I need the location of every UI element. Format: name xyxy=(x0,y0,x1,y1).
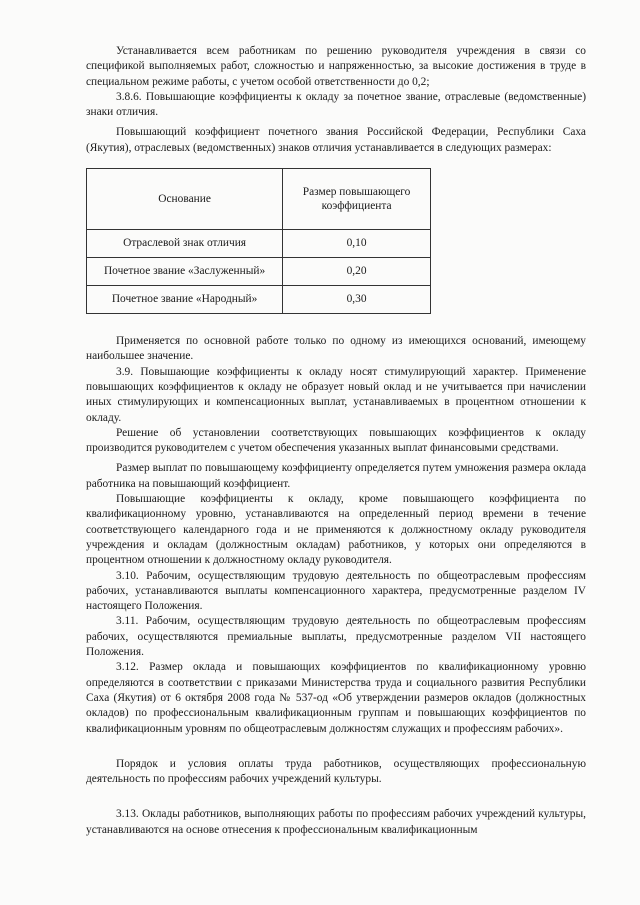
paragraph-3-8-6: 3.8.6. Повышающие коэффициенты к окладу за почетное звание, отраслевые (ведомственные) знаки отличия. xyxy=(86,90,586,119)
cell-coefficient: 0,10 xyxy=(283,230,431,258)
header-coefficient: Размер повышающего коэффициента xyxy=(283,169,431,230)
header-basis: Основание xyxy=(87,169,283,230)
paragraph-3-11: 3.11. Рабочим, осуществляющим трудовую деятельность по общеотраслевым профессиям рабочих, осуществляются премиальные выплаты, предусмотренные разделом VII настоящего Положения. xyxy=(86,615,586,659)
coefficient-table xyxy=(86,168,431,314)
table-header-row xyxy=(87,169,431,230)
table-row xyxy=(87,286,431,314)
cell-basis: Почетное звание «Заслуженный» xyxy=(87,258,283,286)
paragraph-3-12: 3.12. Размер оклада и повышающих коэффициентов по квалификационному уровню определяются в соответствии с приказами Министерства труда и социального развития Республики Саха (Якутия) от 6 октября 2008 года № 537-од «Об утверждении размеров окладов (должностных окладов) по профессиональным квалификационным группам и повышающих коэффициентов по квалификационным уровням по общеотраслевым должностям служащих и профессиям рабочих». xyxy=(86,661,586,735)
paragraph-one-basis: Применяется по основной работе только по одному из имеющихся оснований, имеющему наибольшее значение. xyxy=(86,335,586,363)
paragraph-3-9: 3.9. Повышающие коэффициенты к окладу носят стимулирующий характер. Применение повышающих коэффициентов к окладу не образует новый оклад и не учитывается при начислении иных стимулирующих и компенсационных выплат, устанавливаемых в процентном отношении к окладу. xyxy=(86,365,586,424)
paragraph-coef-period: Повышающие коэффициенты к окладу, кроме повышающего коэффициента по квалификационному уровню, устанавливаются на определенный период времени в течение соответствующего календарного года и не применяются к должностному окладу руководителя учреждения и окладам (должностным окладам) работников, у которых они определяются в процентном отношении к должностному окладу руководителя. xyxy=(86,493,586,567)
cell-coefficient: 0,20 xyxy=(283,258,431,286)
table-row xyxy=(87,258,431,286)
paragraph-coef-intro: Повышающий коэффициент почетного звания Российской Федерации, Республики Саха (Якутия), отраслевых (ведомственных) знаков отличия устанавливается в следующих размерах: xyxy=(86,126,586,154)
cell-coefficient: 0,30 xyxy=(283,286,431,314)
document-body xyxy=(86,44,586,838)
table-row xyxy=(87,230,431,258)
cell-basis: Почетное звание «Народный» xyxy=(87,286,283,314)
paragraph-allowance: Устанавливается всем работникам по решению руководителя учреждения в связи со спецификой выполняемых работ, сложностью и напряженностью, за высокие достижения в труде в специальном режиме работы, с учетом особой ответственности до 0,2; xyxy=(86,45,586,88)
section-heading-culture-workers: Порядок и условия оплаты труда работников, осуществляющих профессиональную деятельность по профессиям рабочих учреждений культуры. xyxy=(86,757,586,786)
cell-basis: Отраслевой знак отличия xyxy=(87,230,283,258)
paragraph-payment-size: Размер выплат по повышающему коэффициенту определяется путем умножения размера оклада работника на повышающий коэффициент. xyxy=(86,462,586,490)
paragraph-decision: Решение об установлении соответствующих повышающих коэффициентов к окладу производится руководителем с учетом обеспечения указанных выплат финансовыми средствами. xyxy=(86,426,586,455)
paragraph-3-13: 3.13. Оклады работников, выполняющих работы по профессиям рабочих учреждений культуры, устанавливаются на основе отнесения к профессиональным квалификационным xyxy=(86,808,586,836)
paragraph-3-10: 3.10. Рабочим, осуществляющим трудовую деятельность по общеотраслевым профессиям рабочих, устанавливаются выплаты компенсационного характера, предусмотренные разделом IV настоящего Положения. xyxy=(86,569,586,613)
